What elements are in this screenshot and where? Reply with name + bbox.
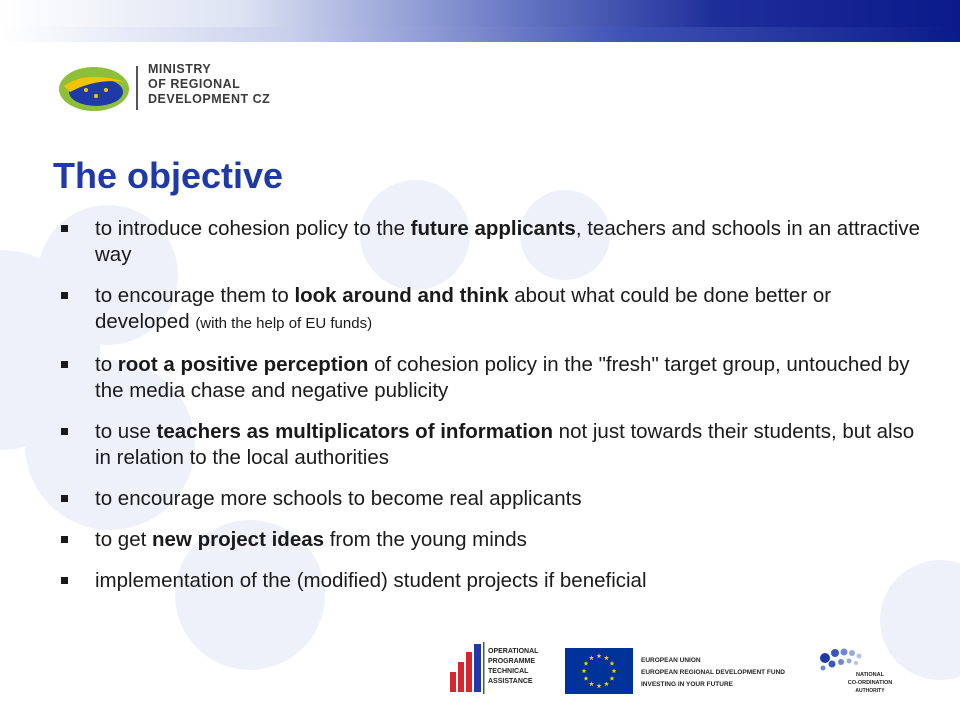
objective-item	[60, 352, 920, 404]
slide-title: The objective	[53, 155, 284, 196]
optech-line: PROGRAMME	[488, 658, 536, 665]
ministry-name	[148, 62, 270, 107]
bullet-square-icon	[61, 225, 68, 232]
footer-logos	[445, 640, 905, 700]
optech-line: TECHNICAL	[488, 668, 529, 675]
item-text: not just towards their students, but also in relation to the local authorities	[95, 420, 915, 469]
objective-item	[60, 486, 920, 512]
bullet-square-icon	[61, 292, 68, 299]
bullet-square-icon	[61, 577, 68, 584]
objective-list	[60, 216, 920, 609]
item-text: to	[95, 353, 118, 376]
nca-logo-icon	[820, 649, 892, 695]
item-text: , teachers and schools in an attractive way	[95, 217, 920, 266]
objective-item	[60, 527, 920, 553]
ministry-line: MINISTRY	[148, 62, 212, 76]
item-text: to encourage more schools to become real applicants	[95, 487, 582, 510]
objective-item	[60, 283, 920, 337]
item-text: of cohesion policy in the "fresh" target group, untouched by the media chase and negative publicity	[95, 353, 910, 402]
item-text: to use	[95, 420, 157, 443]
nca-line: AUTHORITY	[855, 688, 885, 694]
item-text: from the young minds	[324, 528, 527, 551]
emphasis-text: future applicants	[410, 217, 576, 240]
nca-line: NATIONAL	[855, 672, 885, 678]
ministry-line: DEVELOPMENT CZ	[148, 92, 271, 106]
eu-line: EUROPEAN UNION	[641, 657, 701, 664]
objective-item	[60, 216, 920, 268]
eu-line: EUROPEAN REGIONAL DEVELOPMENT FUND	[641, 669, 785, 676]
emphasis-text: root a positive perception	[117, 353, 369, 376]
objective-item	[60, 419, 920, 471]
header-gradient-stripe	[0, 27, 960, 42]
item-text: about what could be done better or developed	[95, 284, 832, 333]
bullet-square-icon	[61, 495, 68, 502]
item-text: (with the help of EU funds)	[195, 315, 373, 332]
ministry-line: OF REGIONAL	[148, 77, 241, 91]
bullet-square-icon	[61, 361, 68, 368]
optech-line: ASSISTANCE	[488, 678, 533, 685]
operational-programme-logo-icon	[450, 642, 539, 694]
item-text: to introduce cohesion policy to the	[95, 217, 411, 240]
emphasis-text: new project ideas	[152, 528, 325, 551]
objective-item	[60, 568, 920, 594]
bullet-square-icon	[61, 536, 68, 543]
bullet-square-icon	[61, 428, 68, 435]
optech-line: OPERATIONAL	[488, 648, 539, 655]
item-text: to get	[95, 528, 152, 551]
eu-flag-icon	[565, 648, 633, 694]
nca-line: CO-ORDINATION	[847, 680, 893, 686]
item-text: to encourage them to	[95, 284, 295, 307]
emphasis-text: look around and think	[294, 284, 509, 307]
eu-line: INVESTING IN YOUR FUTURE	[641, 681, 733, 688]
emphasis-text: teachers as multiplicators of information	[156, 420, 553, 443]
item-text: implementation of the (modified) student projects if beneficial	[95, 569, 647, 592]
